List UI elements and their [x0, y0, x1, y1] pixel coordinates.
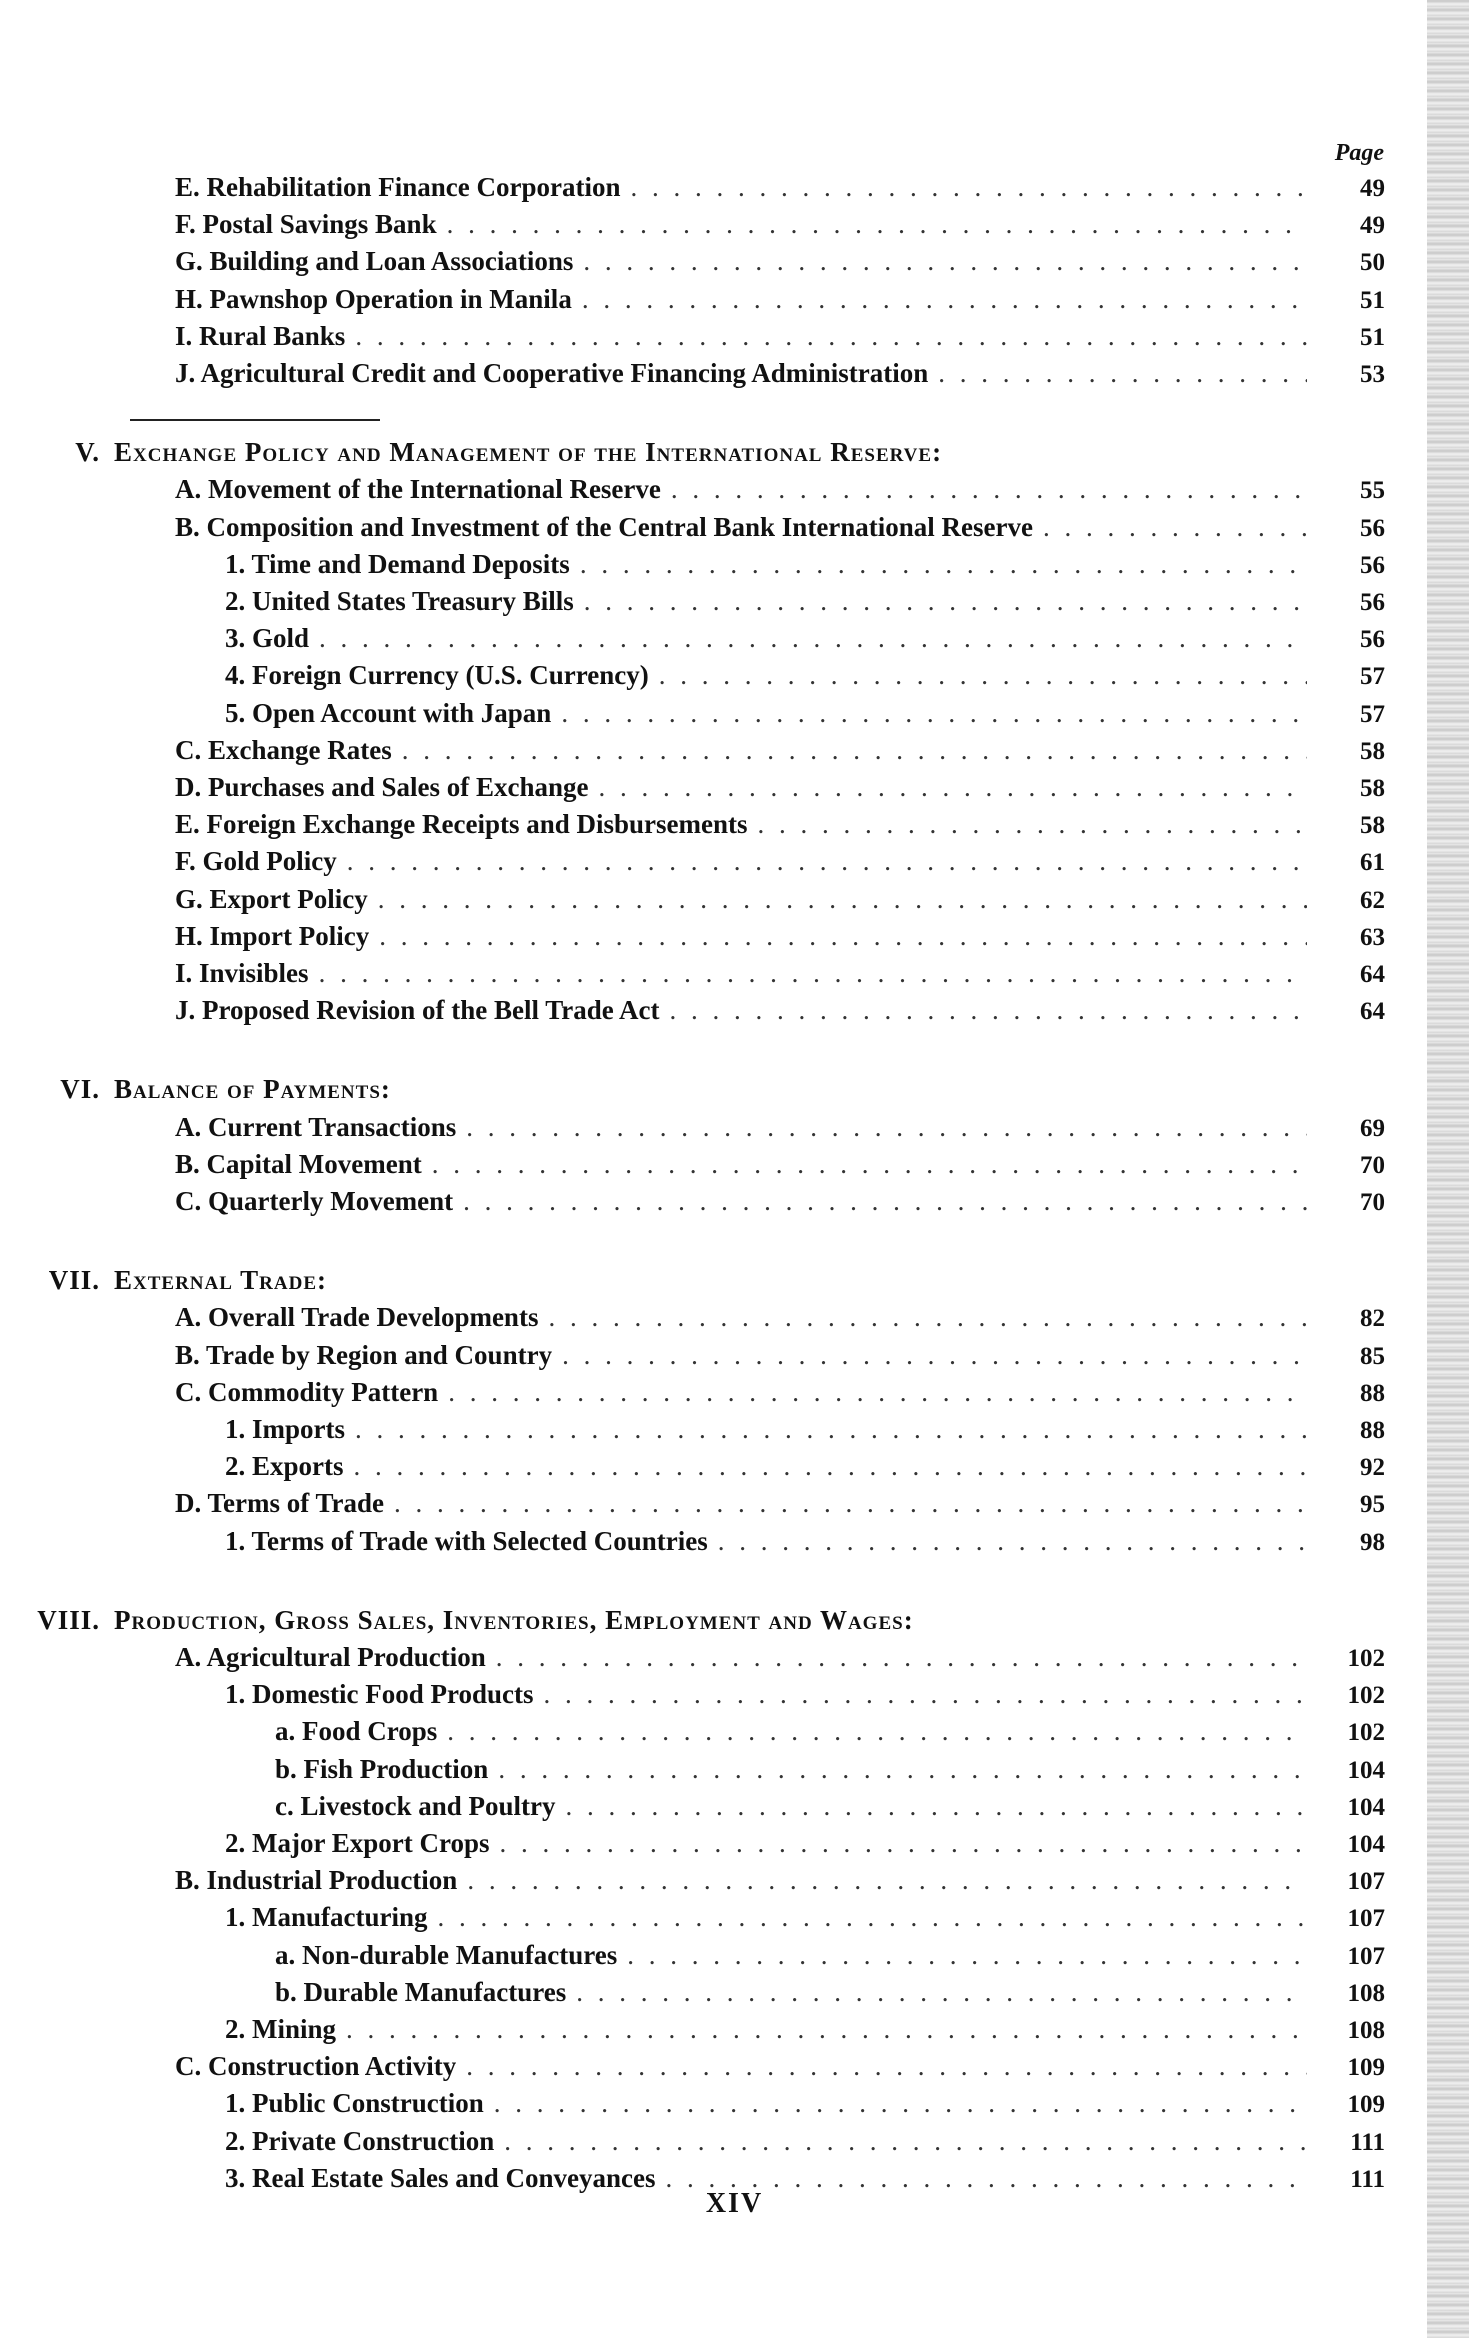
- toc-entry-page: 53: [1360, 361, 1385, 388]
- dot-leader: [319, 623, 1307, 654]
- dot-leader: [561, 698, 1307, 729]
- dot-leader: [402, 735, 1307, 766]
- toc-entry[interactable]: [175, 958, 1385, 989]
- toc-entry-title: 1. Imports: [225, 1414, 345, 1444]
- section-number: VI.: [60, 1074, 100, 1105]
- toc-entry[interactable]: [175, 772, 1385, 803]
- section-title: Production, Gross Sales, Inventories, Employment and Wages:: [114, 1604, 914, 1635]
- toc-entry-page: 57: [1360, 700, 1385, 728]
- section-number: VIII.: [37, 1604, 100, 1635]
- toc-entry-page: 95: [1360, 1491, 1385, 1519]
- toc-entry[interactable]: [175, 1149, 1385, 1180]
- toc-entry-page: 104: [1347, 1793, 1385, 1821]
- toc-entry-page: 98: [1360, 1528, 1385, 1556]
- dot-leader: [758, 809, 1307, 840]
- toc-entry[interactable]: [225, 623, 1385, 654]
- dot-leader: [447, 1716, 1307, 1747]
- dot-leader: [394, 1488, 1307, 1519]
- dot-leader: [631, 172, 1307, 203]
- toc-entry-page: 50: [1360, 249, 1385, 277]
- toc-entry[interactable]: [175, 172, 1385, 203]
- toc-entry-title: H. Import Policy: [175, 920, 370, 951]
- toc-entry-page: 104: [1347, 1831, 1385, 1858]
- dot-leader: [432, 1149, 1307, 1180]
- toc-entry-page: 62: [1360, 886, 1385, 914]
- toc-entry-page: 102: [1347, 1645, 1385, 1672]
- dot-leader: [467, 1865, 1307, 1896]
- dot-leader: [447, 209, 1307, 240]
- toc-entry-title: B. Composition and Investment of the Central Bank International Reserve: [175, 511, 1034, 542]
- toc-entry[interactable]: [275, 1791, 1385, 1822]
- dot-leader: [718, 1526, 1307, 1557]
- toc-entry[interactable]: [175, 1112, 1385, 1143]
- section-heading: [30, 1074, 391, 1105]
- toc-entry[interactable]: [175, 246, 1385, 277]
- toc-entry-title: C. Exchange Rates: [175, 734, 392, 765]
- toc-entry-page: 58: [1360, 775, 1385, 802]
- toc-entry[interactable]: [225, 1451, 1385, 1482]
- toc-entry[interactable]: [175, 995, 1385, 1026]
- toc-entry[interactable]: [175, 209, 1385, 240]
- dot-leader: [466, 2051, 1307, 2082]
- toc-entry-page: 61: [1360, 849, 1385, 877]
- toc-entry-title: E. Rehabilitation Finance Corporation: [175, 172, 621, 202]
- dot-leader: [448, 1377, 1307, 1408]
- toc-entry-title: 1. Manufacturing: [225, 1902, 428, 1933]
- page-number-footer: XIV: [705, 2188, 764, 2219]
- dot-leader: [583, 246, 1307, 277]
- dot-leader: [580, 549, 1307, 580]
- toc-entry[interactable]: [225, 2014, 1385, 2045]
- toc-entry[interactable]: [225, 660, 1385, 691]
- toc-entry-page: 107: [1347, 1905, 1385, 1933]
- toc-entry-title: C. Construction Activity: [175, 2051, 457, 2082]
- toc-entry-page: 56: [1360, 514, 1385, 542]
- toc-entry-title: 5. Open Account with Japan: [225, 697, 552, 728]
- toc-entry-page: 92: [1360, 1454, 1385, 1482]
- toc-entry-page: 88: [1360, 1417, 1385, 1444]
- toc-entry-title: b. Durable Manufactures: [275, 1976, 567, 2007]
- toc-entry-title: 2. Mining: [225, 2014, 337, 2044]
- dot-leader: [576, 1977, 1307, 2008]
- section-title: Balance of Payments:: [114, 1074, 391, 1105]
- toc-entry-page: 58: [1360, 737, 1385, 765]
- dot-leader: [669, 995, 1307, 1026]
- toc-entry-title: 1. Terms of Trade with Selected Countries: [225, 1525, 708, 1556]
- dot-leader: [494, 2088, 1307, 2119]
- toc-entry-page: 102: [1347, 1682, 1385, 1710]
- toc-entry-title: 2. United States Treasury Bills: [225, 586, 574, 616]
- toc-entry-title: B. Capital Movement: [175, 1148, 422, 1179]
- toc-entry[interactable]: [175, 1377, 1385, 1408]
- toc-entry[interactable]: [175, 1340, 1385, 1371]
- toc-entry-title: B. Industrial Production: [175, 1865, 458, 1896]
- dot-leader: [543, 1679, 1307, 1710]
- toc-entry[interactable]: [225, 1526, 1385, 1557]
- toc-entry-title: A. Overall Trade Developments: [175, 1302, 539, 1333]
- toc-entry[interactable]: [225, 1902, 1385, 1933]
- toc-entry[interactable]: [225, 2126, 1385, 2157]
- toc-entry-title: C. Quarterly Movement: [175, 1186, 454, 1216]
- toc-entry-page: 107: [1347, 1868, 1385, 1896]
- toc-entry[interactable]: [175, 921, 1385, 952]
- toc-entry-page: 56: [1360, 626, 1385, 654]
- dot-leader: [319, 958, 1307, 989]
- toc-entry[interactable]: [175, 1186, 1385, 1217]
- toc-entry-title: F. Gold Policy: [175, 846, 337, 877]
- toc-entry[interactable]: [175, 1302, 1385, 1333]
- toc-entry-title: B. Trade by Region and Country: [175, 1339, 553, 1370]
- section-heading: [30, 437, 942, 468]
- toc-entry-title: H. Pawnshop Operation in Manila: [175, 283, 572, 314]
- toc-entry-title: I. Rural Banks: [175, 320, 346, 351]
- toc-entry-title: J. Agricultural Credit and Cooperative Financing Administration: [175, 358, 929, 388]
- toc-entry-title: E. Foreign Exchange Receipts and Disbursements: [175, 809, 748, 840]
- toc-entry-page: 58: [1360, 812, 1385, 840]
- toc-entry-page: 85: [1360, 1342, 1385, 1370]
- section-number: VII.: [48, 1265, 100, 1296]
- toc-entry-page: 70: [1360, 1189, 1385, 1216]
- toc-entry-title: G. Export Policy: [175, 883, 368, 914]
- toc-entry-title: 1. Domestic Food Products: [225, 1679, 534, 1710]
- toc-entry-title: A. Movement of the International Reserve: [175, 474, 661, 505]
- toc-entry-page: 49: [1360, 175, 1385, 202]
- toc-entry-title: 4. Foreign Currency (U.S. Currency): [225, 660, 649, 691]
- dot-leader: [347, 846, 1307, 877]
- toc-entry-title: A. Current Transactions: [175, 1111, 457, 1142]
- toc-entry-title: A. Agricultural Production: [175, 1642, 486, 1672]
- toc-entry-page: 70: [1360, 1151, 1385, 1179]
- toc-entry[interactable]: [175, 809, 1385, 840]
- toc-entry-page: 49: [1360, 212, 1385, 240]
- toc-entry-title: c. Livestock and Poultry: [275, 1790, 556, 1821]
- toc-entry-page: 51: [1360, 323, 1385, 351]
- dot-leader: [548, 1302, 1307, 1333]
- dot-leader: [354, 1451, 1307, 1482]
- toc-entry[interactable]: [175, 735, 1385, 766]
- dot-leader: [627, 1940, 1307, 1971]
- toc-entry-page: 107: [1347, 1942, 1385, 1970]
- dot-leader: [463, 1186, 1307, 1217]
- toc-entry[interactable]: [275, 1977, 1385, 2008]
- toc-entry[interactable]: [175, 358, 1385, 389]
- toc-entry[interactable]: [275, 1716, 1385, 1747]
- toc-entry-page: 51: [1360, 286, 1385, 314]
- toc-entry[interactable]: [225, 1828, 1385, 1859]
- page-column-label: Page: [1334, 140, 1384, 166]
- toc-entry[interactable]: [225, 1414, 1385, 1445]
- section-title: Exchange Policy and Management of the International Reserve:: [114, 437, 943, 468]
- toc-entry[interactable]: [225, 2088, 1385, 2119]
- toc-entry-title: 2. Major Export Crops: [225, 1828, 490, 1858]
- toc-entry[interactable]: [175, 846, 1385, 877]
- section-number: V.: [75, 437, 100, 468]
- dot-leader: [378, 884, 1307, 915]
- dot-leader: [659, 660, 1307, 691]
- toc-entry-title: 1. Public Construction: [225, 2088, 484, 2119]
- toc-entry[interactable]: [275, 1754, 1385, 1785]
- toc-entry-page: 111: [1350, 2165, 1385, 2193]
- toc-entry-title: I. Invisibles: [175, 958, 309, 988]
- toc-entry[interactable]: [225, 549, 1385, 580]
- dot-leader: [671, 474, 1307, 505]
- toc-entry-page: 88: [1360, 1379, 1385, 1407]
- toc-entry-title: a. Food Crops: [275, 1716, 438, 1747]
- toc-entry[interactable]: [175, 1642, 1385, 1673]
- toc-entry-page: 108: [1347, 2017, 1385, 2044]
- toc-entry-title: F. Postal Savings Bank: [175, 209, 437, 240]
- toc-entry[interactable]: [175, 2051, 1385, 2082]
- toc-entry[interactable]: [175, 1865, 1385, 1896]
- toc-entry[interactable]: [175, 884, 1385, 915]
- toc-entry-title: b. Fish Production: [275, 1753, 489, 1784]
- section-title: External Trade:: [114, 1265, 328, 1296]
- toc-entry-title: G. Building and Loan Associations: [175, 246, 574, 277]
- toc-entry-title: D. Purchases and Sales of Exchange: [175, 772, 589, 802]
- dot-leader: [599, 772, 1307, 803]
- toc-entry-page: 102: [1347, 1719, 1385, 1747]
- dot-leader: [562, 1340, 1307, 1371]
- toc-entry[interactable]: [225, 586, 1385, 617]
- section-heading: [30, 1265, 327, 1296]
- toc-entry[interactable]: [225, 698, 1385, 729]
- toc-entry-title: a. Non-durable Manufactures: [275, 1939, 618, 1970]
- toc-entry-page: 56: [1360, 589, 1385, 616]
- toc-entry-title: C. Commodity Pattern: [175, 1376, 439, 1407]
- toc-entry-page: 56: [1360, 551, 1385, 579]
- dot-leader: [346, 2014, 1307, 2045]
- dot-leader: [938, 358, 1307, 389]
- toc-entry-title: D. Terms of Trade: [175, 1488, 384, 1519]
- toc-entry-page: 108: [1347, 1979, 1385, 2007]
- toc-entry[interactable]: [225, 1679, 1385, 1710]
- hand-drawn-underline: [130, 419, 380, 421]
- toc-entry-title: 1. Time and Demand Deposits: [225, 548, 570, 579]
- toc-entry-title: 3. Real Estate Sales and Conveyances: [225, 2162, 656, 2193]
- toc-entry[interactable]: [175, 474, 1385, 505]
- dot-leader: [504, 2126, 1307, 2157]
- dot-leader: [500, 1828, 1308, 1859]
- toc-entry-page: 69: [1360, 1114, 1385, 1142]
- toc-entry[interactable]: [175, 284, 1385, 315]
- section-heading: [30, 1605, 914, 1636]
- dot-leader: [584, 586, 1307, 617]
- toc-entry-page: 64: [1360, 961, 1385, 988]
- dot-leader: [355, 1414, 1307, 1445]
- toc-entry[interactable]: [275, 1940, 1385, 1971]
- toc-entry-page: 104: [1347, 1756, 1385, 1784]
- toc-entry[interactable]: [175, 321, 1385, 352]
- toc-entry-page: 82: [1360, 1305, 1385, 1333]
- toc-entry-title: 2. Private Construction: [225, 2125, 495, 2156]
- page-edge-shadow: [1427, 0, 1469, 2338]
- toc-entry-title: 3. Gold: [225, 623, 310, 654]
- toc-entry-title: J. Proposed Revision of the Bell Trade Act: [175, 995, 660, 1026]
- dot-leader: [355, 321, 1307, 352]
- toc-entry-title: 2. Exports: [225, 1451, 344, 1482]
- dot-leader: [1043, 512, 1307, 543]
- toc-entry-page: 109: [1347, 2091, 1385, 2119]
- toc-entry-page: 111: [1350, 2128, 1385, 2156]
- dot-leader: [498, 1754, 1307, 1785]
- toc-entry-page: 63: [1360, 923, 1385, 951]
- toc-entry-page: 64: [1360, 998, 1385, 1026]
- dot-leader: [566, 1791, 1308, 1822]
- toc-entry[interactable]: [175, 1488, 1385, 1519]
- toc-entry-page: 109: [1347, 2054, 1385, 2082]
- dot-leader: [582, 284, 1307, 315]
- toc-entry-page: 57: [1360, 663, 1385, 691]
- dot-leader: [438, 1902, 1308, 1933]
- dot-leader: [379, 921, 1307, 952]
- toc-entry[interactable]: [175, 512, 1385, 543]
- toc-entry-page: 55: [1360, 477, 1385, 505]
- dot-leader: [466, 1112, 1307, 1143]
- dot-leader: [496, 1642, 1307, 1673]
